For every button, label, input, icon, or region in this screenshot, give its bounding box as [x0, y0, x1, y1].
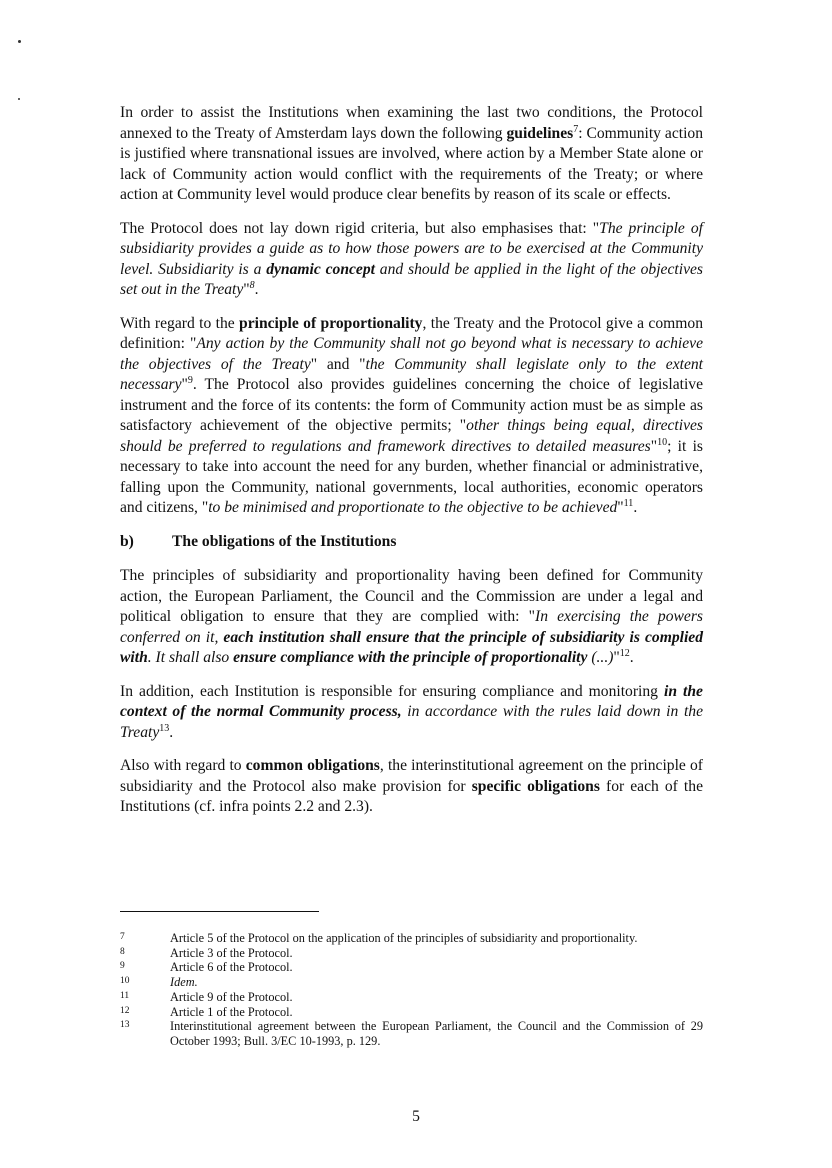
text-bold-italic: in the context of the normal Community process,	[120, 682, 703, 720]
text-italic: to be minimised and proportionate to the objective to be achieved	[208, 499, 618, 516]
text-bold-italic: dynamic concept	[266, 260, 375, 278]
text: With regard to the	[120, 314, 240, 332]
paragraph-monitoring	[120, 682, 703, 744]
footnote-text: Idem.	[170, 975, 198, 990]
text: . The Protocol also provides guidelines concerning the choice of legislative instrument and the force of its contents: the form of Community action must be as simple as satisfactory achievement of the objective permits; "	[120, 376, 703, 434]
section-title: The obligations of the Institutions	[172, 532, 397, 550]
text: : Community action is justified where transnational issues are involved, where action by a Member State alone or lack of Community action would conflict with the requirements of the Treaty; or where action at Community level would produce clear benefits by reason of its scale or effects.	[120, 124, 703, 203]
footnote-number: 12	[120, 1005, 130, 1016]
scan-speck	[18, 40, 21, 43]
footnote-ref: 11	[623, 497, 634, 509]
text: "	[650, 437, 658, 455]
body-text	[120, 103, 703, 831]
footnote-number: 10	[120, 976, 130, 987]
footnotes	[120, 931, 703, 1049]
text-italic: the Community shall legislate only to the extent necessary	[120, 355, 703, 393]
footnote	[120, 931, 703, 946]
text-bold-italic: ensure compliance with the principle of proportionality	[233, 649, 588, 666]
page-number: 5	[412, 1108, 420, 1125]
text-bold: principle of proportionality	[239, 314, 423, 332]
paragraph-criteria	[120, 219, 703, 301]
text: " and "	[310, 355, 366, 373]
text: for each of the Institutions (cf. infra points 2.2 and 2.3).	[120, 777, 703, 815]
text-italic: and should be applied in the light of the objectives set out in the Treaty	[120, 260, 703, 298]
text: In addition, each Institution is responsible for ensuring compliance and monitoring	[120, 682, 665, 700]
text-italic: . It shall also	[147, 649, 234, 666]
footnote-number: 13	[120, 1020, 130, 1031]
footnote-text: Article 9 of the Protocol.	[170, 989, 293, 1004]
text: In order to assist the Institutions when examining the last two conditions, the Protocol annexed to the Treaty of Amsterdam lays down the following	[120, 104, 703, 142]
text-bold: specific obligations	[471, 777, 600, 795]
text: "	[243, 281, 250, 298]
text-italic: in accordance with the rules laid down in the Treaty	[120, 703, 703, 741]
text: "	[181, 376, 188, 393]
text-italic: In exercising the powers conferred on it,	[120, 608, 703, 646]
paragraph-common-obligations	[120, 756, 703, 818]
paragraph-proportionality	[120, 314, 703, 519]
text: .	[169, 723, 174, 741]
footnote	[120, 946, 703, 961]
text: The Protocol does not lay down rigid criteria, but also emphasises that: "	[120, 219, 600, 237]
paragraph-obligations	[120, 566, 703, 669]
footnote-ref: 13	[159, 722, 170, 734]
text: .	[629, 649, 634, 666]
text-bold: guidelines	[506, 124, 574, 142]
text: The principles of subsidiarity and proportionality having been defined for Community action, the European Parliament, the Council and the Commission are under a legal and political obligation to ensure that they are complied with: "	[120, 567, 703, 625]
footnote-number: 8	[120, 946, 125, 957]
footnote	[120, 975, 703, 990]
footnote-text: Article 5 of the Protocol on the application of the principles of subsidiarity and proportionality.	[170, 931, 638, 945]
footnote-number: 7	[120, 932, 125, 942]
text: .	[633, 499, 638, 516]
footnote-text: Article 6 of the Protocol.	[170, 960, 293, 975]
text-bold: common obligations	[245, 757, 380, 774]
section-number: b)	[120, 532, 134, 550]
footnote	[120, 960, 703, 975]
footnote-number: 11	[120, 990, 130, 1001]
footnote-ref: 12	[619, 647, 630, 659]
text: ; it is necessary to take into account the need for any burden, whether financial or administrative, falling upon the Community, national governments, local authorities, economic operators and citizens, "	[120, 437, 703, 516]
footnote	[120, 1019, 703, 1048]
text: Also with regard to	[120, 757, 246, 774]
footnote-number: 9	[120, 961, 125, 972]
text: , the Treaty and the Protocol give a common definition: "	[120, 314, 703, 352]
footnote-ref: 7	[573, 123, 579, 135]
paragraph-guidelines	[120, 103, 703, 206]
footnote-ref: 10	[657, 436, 668, 448]
text: , the interinstitutional agreement on the principle of subsidiarity and the Protocol also make provision for	[120, 757, 704, 795]
footnote-text: Interinstitutional agreement between the European Parliament, the Council and the Commission of 29 October 1993; Bull. 3/EC 10-1993, p. 129.	[170, 1019, 703, 1048]
footnote-text: Article 1 of the Protocol.	[170, 1004, 293, 1019]
text: "	[617, 499, 624, 516]
text-italic: Any action by the Community shall not go beyond what is necessary to achieve the objectives of the Treaty	[120, 335, 703, 373]
text-bold-italic: each institution shall ensure that the principle of subsidiarity is complied with	[120, 628, 704, 666]
section-heading	[120, 532, 703, 553]
text-italic: The principle of subsidiarity provides a guide as to how those powers are to be exercised at the Community level. Subsidiarity is a	[120, 219, 703, 278]
text-italic: other things being equal, directives should be preferred to regulations and framework directives to detailed measures	[120, 417, 703, 455]
text: .	[254, 281, 259, 298]
footnote-text: Article 3 of the Protocol.	[170, 945, 293, 960]
text-italic: (...)	[587, 649, 614, 666]
footnote-separator	[120, 911, 319, 912]
text: "	[613, 649, 620, 666]
footnote-ref: 9	[187, 374, 193, 386]
footnote	[120, 1005, 703, 1020]
footnote	[120, 990, 703, 1005]
footnote-ref: 8	[249, 279, 255, 291]
scan-speck	[18, 98, 20, 100]
